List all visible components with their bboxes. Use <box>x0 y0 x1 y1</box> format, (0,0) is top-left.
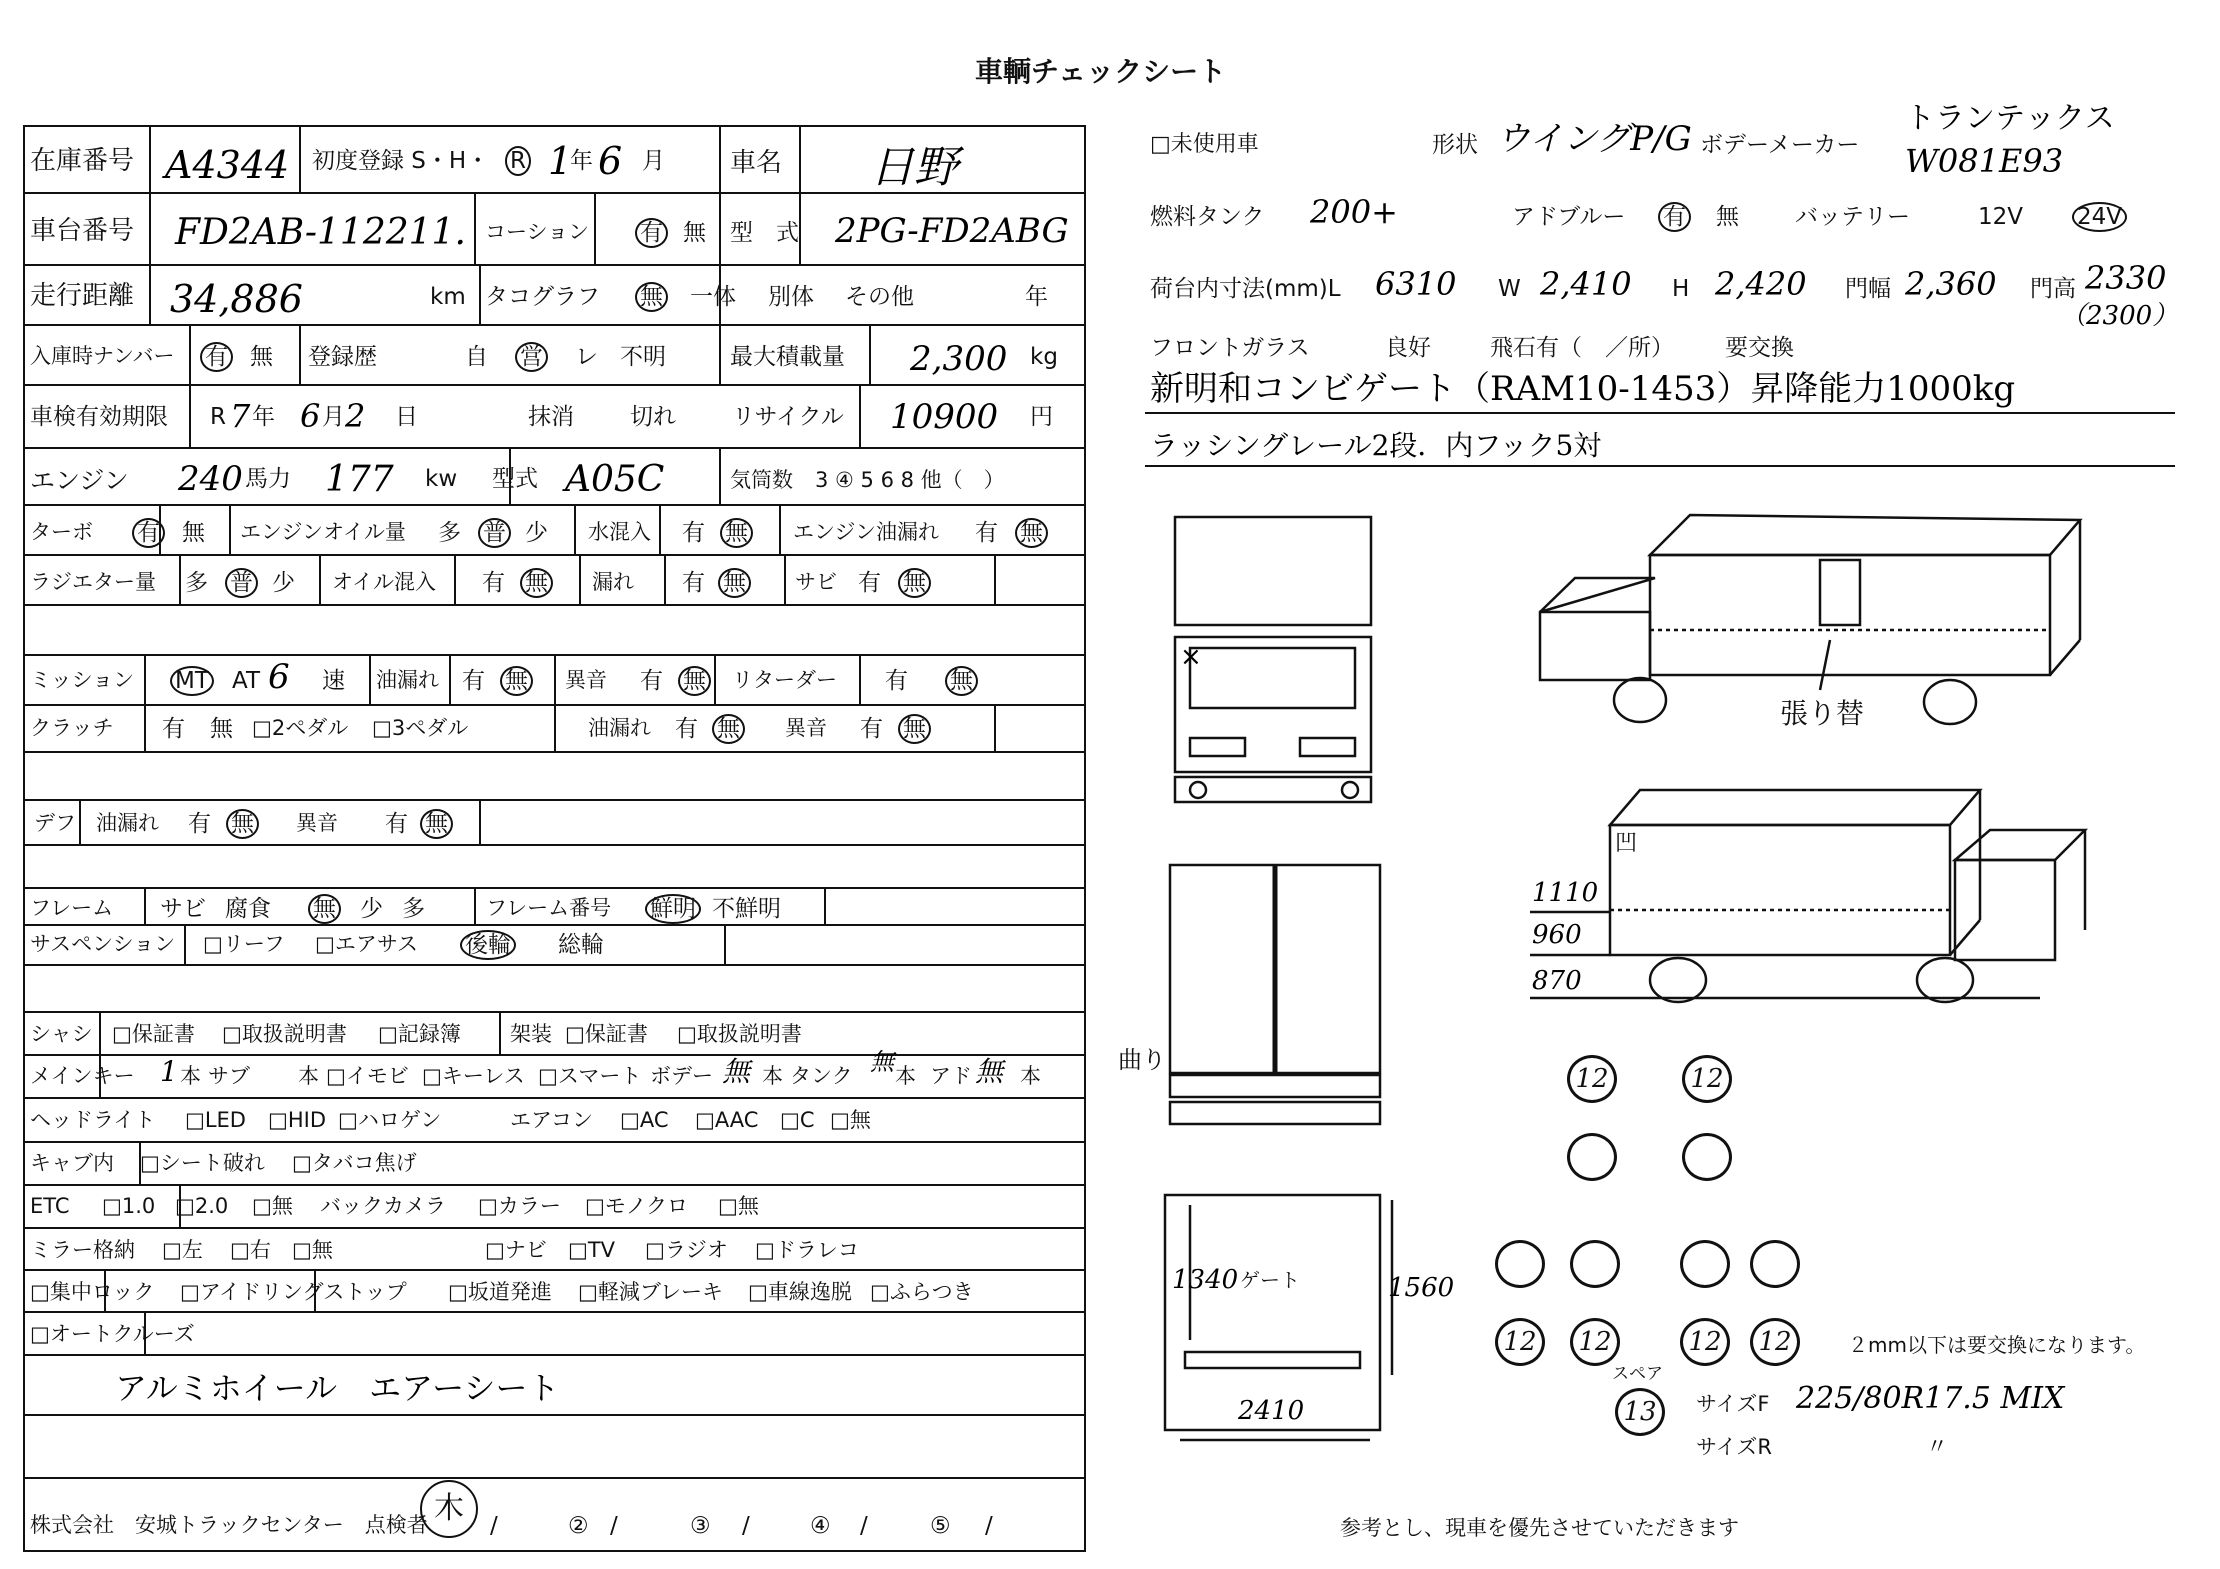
tank-key-label: タンク <box>790 1064 853 1088</box>
ad-key-label: アド <box>930 1064 972 1088</box>
cargo-w-label: W <box>1498 276 1521 302</box>
tyre-note: ２mm以下は要交換になります。 <box>1848 1333 2146 1357</box>
clutch-noise-yes: 有 <box>860 716 883 742</box>
mileage-label: 走行距離 <box>30 281 135 311</box>
headlight-halogen: □ハロゲン <box>338 1108 442 1132</box>
mission-noise-no: 無 <box>678 666 711 696</box>
note-line-1: 新明和コンビゲート（RAM10-1453）昇降能力1000kg <box>1150 369 2016 409</box>
max-load-label: 最大積載量 <box>730 344 845 370</box>
first-reg-era: R <box>505 146 531 176</box>
leak-yes: 有 <box>682 570 705 596</box>
mirror-left: □左 <box>162 1238 203 1262</box>
clutch-no: 無 <box>210 716 233 742</box>
engine-hp: 240 <box>178 459 243 499</box>
nav-option: □ナビ <box>485 1238 547 1262</box>
gate-height: 1340 <box>1172 1265 1239 1295</box>
backcam-mono: □モノクロ <box>585 1194 689 1218</box>
body-key-count: 無 <box>722 1055 751 1088</box>
mission-leak-label: 油漏れ <box>376 668 439 692</box>
engine-model: A05C <box>565 459 665 500</box>
body-equip-warranty: □保証書 <box>565 1022 648 1046</box>
cargo-length: 6310 <box>1375 265 1457 303</box>
shape-value: ウイングP/G <box>1496 119 1692 159</box>
first-reg-month: 6 <box>598 139 623 183</box>
radiator-many: 多 <box>185 570 208 596</box>
first-reg-label: 初度登録 S・H・ <box>312 148 490 174</box>
left-notes: アルミホイール エアーシート <box>115 1369 560 1407</box>
tyre-row2-right <box>1682 1133 1732 1181</box>
cargo-width: 2,410 <box>1540 265 1632 303</box>
idle-stop-option: □アイドリングストップ <box>180 1280 407 1304</box>
cab-seat-torn: □シート破れ <box>140 1151 265 1175</box>
inspect-day: 2 <box>345 397 366 435</box>
rust-yes: 有 <box>858 570 881 596</box>
tyre-row2-left <box>1567 1133 1617 1181</box>
battery-24v: 24V <box>2072 202 2127 232</box>
water-no: 無 <box>720 518 753 548</box>
engine-leak-yes: 有 <box>975 520 998 546</box>
aircon-aac: □AAC <box>695 1108 759 1132</box>
clutch-leak-label: 油漏れ <box>588 716 651 740</box>
mission-at: AT <box>232 668 260 694</box>
keyless-option: □キーレス <box>422 1064 525 1088</box>
first-reg-year-label: 年 <box>570 148 593 174</box>
oil-mix-no: 無 <box>520 568 553 598</box>
headlight-hid: □HID <box>268 1108 326 1132</box>
sketch-dent-label: 凹 <box>1615 831 1638 856</box>
oil-level-many: 多 <box>438 520 461 546</box>
door-height-alt: （2300） <box>2060 301 2179 331</box>
mirror-label: ミラー格納 <box>30 1238 135 1262</box>
diff-leak-yes: 有 <box>188 811 211 837</box>
unused-option: □未使用車 <box>1150 132 1259 157</box>
sub-key-unit: 本 <box>298 1064 319 1088</box>
clutch-leak-yes: 有 <box>675 716 698 742</box>
mission-speed-label: 速 <box>322 668 345 694</box>
footer-n4: ④ <box>810 1513 831 1539</box>
glass-replace: 要交換 <box>1725 335 1794 361</box>
dashcam-option: □ドラレコ <box>755 1238 859 1262</box>
suspension-air: □エアサス <box>315 932 419 956</box>
glass-label: フロントガラス <box>1150 335 1310 361</box>
suspension-label: サスペンション <box>30 932 176 956</box>
turbo-label: ターボ <box>30 520 93 544</box>
mileage-value: 34,886 <box>170 277 303 321</box>
ad-key-count: 無 <box>975 1055 1004 1088</box>
backcam-color: □カラー <box>478 1194 561 1218</box>
upper-truck-box-top <box>1650 515 2080 555</box>
entry-plate-yes: 有 <box>200 342 233 372</box>
spare-label: スペア <box>1612 1364 1663 1384</box>
tacho-none: 無 <box>635 282 668 312</box>
clutch-3pedal: □3ペダル <box>372 716 469 740</box>
clutch-label: クラッチ <box>30 716 114 740</box>
cruise-option: □オートクルーズ <box>30 1322 195 1346</box>
mission-leak-no: 無 <box>500 666 533 696</box>
clutch-2pedal: □2ペダル <box>252 716 349 740</box>
wobble-option: □ふらつき <box>870 1280 974 1304</box>
mission-noise-yes: 有 <box>640 668 663 694</box>
diff-noise-no: 無 <box>420 809 453 839</box>
etc-1-0: □1.0 <box>102 1194 156 1218</box>
model-value: 2PG-FD2ABG <box>835 211 1069 251</box>
ad-key-unit: 本 <box>1020 1064 1041 1088</box>
first-reg-year: 1 <box>548 139 573 183</box>
battery-12v: 12V <box>1978 204 2024 230</box>
front-view-grille <box>1175 637 1371 772</box>
tacho-separate: 別体 <box>768 284 814 310</box>
mission-label: ミッション <box>30 668 135 692</box>
coating-no: 無 <box>683 220 706 246</box>
radiator-label: ラジエター量 <box>30 570 156 594</box>
clutch-noise-no: 無 <box>898 714 931 744</box>
disclaimer: 参考とし、現車を優先させていただきます <box>1340 1516 1739 1540</box>
battery-label: バッテリー <box>1795 204 1910 230</box>
frame-no-label: フレーム番号 <box>486 896 612 920</box>
oil-level-label: エンジンオイル量 <box>240 520 406 544</box>
tyre-rear-1: 12 <box>1495 1318 1545 1366</box>
note-line-2: ラッシングレール2段．内フック5対 <box>1150 429 1602 462</box>
tv-option: □TV <box>568 1238 616 1262</box>
max-load-value: 2,300 <box>910 339 1008 379</box>
recycle-label: リサイクル <box>732 404 844 430</box>
diff-noise-label: 異音 <box>296 811 338 835</box>
engine-hp-label: 馬力 <box>245 466 291 492</box>
lower-truck-box-top <box>1610 790 1980 825</box>
etc-none: □無 <box>252 1194 293 1218</box>
first-reg-month-label: 月 <box>642 148 665 174</box>
tyre-row3-1 <box>1495 1240 1545 1288</box>
radiator-normal: 普 <box>225 568 258 598</box>
mileage-unit: km <box>430 284 466 310</box>
diff-leak-no: 無 <box>226 809 259 839</box>
radio-option: □ラジオ <box>645 1238 728 1262</box>
frame-none: 無 <box>308 894 341 924</box>
max-load-unit: kg <box>1030 344 1058 370</box>
radiator-low: 少 <box>272 570 295 596</box>
cab-tobacco: □タバコ焦げ <box>292 1151 417 1175</box>
stock-no-label: 在庫番号 <box>30 146 135 176</box>
diff-leak-label: 油漏れ <box>96 811 159 835</box>
footer-sep-1: / <box>490 1513 498 1539</box>
sketch-dim-870: 870 <box>1532 966 1582 996</box>
aircon-none: □無 <box>830 1108 871 1132</box>
size-f-label: サイズF <box>1696 1392 1770 1416</box>
entry-plate-label: 入庫時ナンバー <box>30 344 175 368</box>
engine-model-label: 型式 <box>492 466 538 492</box>
tyre-front-left: 12 <box>1567 1055 1617 1103</box>
tyre-rear-3: 12 <box>1680 1318 1730 1366</box>
retarder-yes: 有 <box>885 668 908 694</box>
inspect-erase: 抹消 <box>528 404 574 430</box>
tyre-rear-2: 12 <box>1570 1318 1620 1366</box>
etc-2-0: □2.0 <box>175 1194 229 1218</box>
tyre-row3-2 <box>1570 1240 1620 1288</box>
footer-sep-4: / <box>860 1513 868 1539</box>
tacho-other: その他 <box>845 284 914 310</box>
mission-leak-yes: 有 <box>462 668 485 694</box>
coating-yes: 有 <box>635 218 668 248</box>
engine-kw: 177 <box>325 459 394 500</box>
tacho-year: 年 <box>1025 284 1048 310</box>
recycle-value: 10900 <box>890 397 999 437</box>
body-equip-label: 架装 <box>510 1022 552 1046</box>
gate-total-height: 1560 <box>1388 1273 1455 1303</box>
central-lock-option: □集中ロック <box>30 1280 155 1304</box>
model-label: 型 式 <box>730 220 799 246</box>
cylinder-options: 3 ④ 5 6 8 他（ ） <box>815 468 1005 492</box>
reg-hist-unknown: 不明 <box>620 344 666 370</box>
gate-width: 2410 <box>1238 1396 1305 1426</box>
car-name-label: 車名 <box>730 148 783 178</box>
oil-level-normal: 普 <box>478 518 511 548</box>
shape-label: 形状 <box>1432 132 1478 158</box>
inspect-month-label: 月 <box>322 404 345 430</box>
adblue-no: 無 <box>1716 204 1739 230</box>
footer-sep-2: / <box>610 1513 618 1539</box>
entry-plate-no: 無 <box>250 344 273 370</box>
cab-label: キャブ内 <box>30 1151 114 1175</box>
inspect-era: R <box>210 404 226 430</box>
oil-mix-yes: 有 <box>482 570 505 596</box>
mirror-right: □右 <box>230 1238 271 1262</box>
backcam-none: □無 <box>718 1194 759 1218</box>
frame-corrode: 腐食 <box>225 896 271 922</box>
footer-n2: ② <box>568 1513 589 1539</box>
size-r-label: サイズR <box>1696 1435 1772 1459</box>
body-maker-value: トランテックス <box>1905 101 2115 136</box>
frame-rust: サビ <box>160 896 206 922</box>
retarder-label: リターダー <box>732 668 837 692</box>
retarder-no: 無 <box>945 666 978 696</box>
adblue-label: アドブルー <box>1512 204 1626 230</box>
inspector-stamp: 木 <box>420 1480 478 1538</box>
frame-no-clear: 鮮明 <box>645 894 701 924</box>
inspect-expire: 切れ <box>630 404 676 430</box>
tank-key-count: 無 <box>870 1048 894 1076</box>
rust-no: 無 <box>898 568 931 598</box>
brake-assist-option: □軽減ブレーキ <box>578 1280 724 1304</box>
main-key-label: メインキー <box>30 1064 135 1088</box>
smart-option: □スマート <box>538 1064 642 1088</box>
footer-sep-3: / <box>742 1513 750 1539</box>
tank-key-unit: 本 <box>895 1064 916 1088</box>
inspect-day-label: 日 <box>395 404 418 430</box>
inspect-year-label: 年 <box>252 404 275 430</box>
chassis-no-label: 車台番号 <box>30 216 135 246</box>
fuel-label: 燃料タンク <box>1150 204 1265 230</box>
footer-n5: ⑤ <box>930 1513 951 1539</box>
body-key-unit: 本 <box>762 1064 783 1088</box>
mission-speed: 6 <box>268 657 290 697</box>
cargo-h-label: H <box>1672 276 1690 302</box>
sketch-bend-label: 曲り <box>1118 1046 1166 1074</box>
oil-mix-label: オイル混入 <box>332 570 436 594</box>
chassis-label: シャシ <box>30 1022 93 1046</box>
frame-label: フレーム <box>30 896 114 920</box>
tacho-integrated: 一体 <box>690 284 736 310</box>
page-title: 車輌チェックシート <box>975 55 1227 88</box>
aircon-c: □C <box>780 1108 815 1132</box>
frame-little: 少 <box>360 896 383 922</box>
engine-kw-label: kw <box>425 466 458 492</box>
recycle-unit: 円 <box>1030 404 1053 430</box>
front-view-windshield <box>1175 517 1371 625</box>
door-width: 2,360 <box>1905 265 1997 303</box>
door-height-label: 門高 <box>2030 276 2076 302</box>
inspect-year: 7 <box>230 397 251 435</box>
inspect-label: 車検有効期限 <box>30 404 168 430</box>
leak-no: 無 <box>718 568 751 598</box>
sketch-dim-1110: 1110 <box>1532 878 1599 908</box>
chassis-manual: □取扱説明書 <box>222 1022 347 1046</box>
footer-n3: ③ <box>690 1513 711 1539</box>
sketch-patch-label: 張り替 <box>1780 697 1865 730</box>
aircon-ac: □AC <box>620 1108 669 1132</box>
engine-leak-no: 無 <box>1015 518 1048 548</box>
door-height: 2330 <box>2085 259 2167 297</box>
frame-no-unclear: 不鮮明 <box>712 896 781 922</box>
size-f-value: 225/80R17.5 MIX <box>1796 1381 2065 1416</box>
body-maker-label: ボデーメーカー <box>1700 132 1860 158</box>
engine-leak-label: エンジン油漏れ <box>793 520 939 544</box>
etc-label: ETC <box>30 1194 70 1218</box>
headlight-led: □LED <box>185 1108 246 1132</box>
cargo-height: 2,420 <box>1715 265 1807 303</box>
suspension-leaf: □リーフ <box>203 932 285 956</box>
coating-label: コーション <box>485 220 590 244</box>
tyre-front-right: 12 <box>1682 1055 1732 1103</box>
glass-chip: 飛石有（ ／所） <box>1490 335 1674 361</box>
stock-no-value: A4344 <box>165 143 290 187</box>
tyre-row3-3 <box>1680 1240 1730 1288</box>
tyre-spare: 13 <box>1615 1388 1665 1436</box>
frame-much: 多 <box>402 896 425 922</box>
mirror-none: □無 <box>292 1238 333 1262</box>
clutch-yes: 有 <box>162 716 185 742</box>
sub-key-label: サブ <box>208 1064 250 1088</box>
main-key-unit: 本 <box>180 1064 201 1088</box>
reg-hist-commercial: 営 <box>515 342 548 372</box>
lane-departure-option: □車線逸脱 <box>748 1280 852 1304</box>
body-maker-code: W081E93 <box>1905 142 2064 180</box>
cargo-label: 荷台内寸法(mm)L <box>1150 276 1341 302</box>
tacho-label: タコグラフ <box>485 284 600 310</box>
aircon-label: エアコン <box>510 1108 593 1132</box>
door-width-label: 門幅 <box>1845 276 1891 302</box>
leak-label: 漏れ <box>592 570 634 594</box>
clutch-leak-no: 無 <box>712 714 745 744</box>
turbo-no: 無 <box>182 520 205 546</box>
gate-view <box>1165 1195 1380 1430</box>
hill-start-option: □坂道発進 <box>448 1280 552 1304</box>
body-key-label: ボデー <box>650 1064 713 1088</box>
inspect-month: 6 <box>300 397 321 435</box>
suspension-rear: 後輪 <box>460 930 516 960</box>
tyre-row3-4 <box>1750 1240 1800 1288</box>
clutch-noise-label: 異音 <box>785 716 827 740</box>
turbo-yes: 有 <box>132 518 165 548</box>
front-x-mark: × <box>1180 642 1202 672</box>
tyre-rear-4: 12 <box>1750 1318 1800 1366</box>
water-yes: 有 <box>682 520 705 546</box>
footer-sep-5: / <box>985 1513 993 1539</box>
reg-hist-rental: レ <box>575 344 598 370</box>
backcam-label: バックカメラ <box>320 1194 446 1218</box>
immobi-option: □イモビ <box>326 1064 409 1088</box>
mission-noise-label: 異音 <box>565 668 607 692</box>
main-key-count: 1 <box>160 1055 178 1088</box>
headlight-label: ヘッドライト <box>30 1108 156 1132</box>
diff-noise-yes: 有 <box>385 811 408 837</box>
sketch-dim-960: 960 <box>1532 920 1582 950</box>
car-name-value: 日野 <box>870 142 958 193</box>
fuel-value: 200+ <box>1310 193 1398 231</box>
chassis-warranty: □保証書 <box>112 1022 195 1046</box>
chassis-no-value: FD2AB-112211. <box>175 212 466 253</box>
oil-level-low: 少 <box>525 520 548 546</box>
mission-mt: MT <box>170 666 214 696</box>
rust-label: サビ <box>795 570 837 594</box>
body-equip-manual: □取扱説明書 <box>677 1022 802 1046</box>
footer-company: 株式会社 安城トラックセンター 点検者 <box>30 1513 428 1537</box>
chassis-record: □記録簿 <box>378 1022 461 1046</box>
suspension-all: 総輪 <box>558 932 604 958</box>
diff-label: デフ <box>34 811 76 835</box>
size-r-value: 〃 <box>1926 1435 1949 1460</box>
reg-hist-label: 登録歴 <box>308 344 377 370</box>
adblue-yes: 有 <box>1658 202 1691 232</box>
gate-label: ゲート <box>1240 1268 1300 1292</box>
water-label: 水混入 <box>588 520 651 544</box>
engine-label: エンジン <box>30 466 129 495</box>
cylinder-label: 気筒数 <box>730 468 793 492</box>
reg-hist-private: 自 <box>465 344 488 370</box>
glass-good: 良好 <box>1385 335 1431 361</box>
